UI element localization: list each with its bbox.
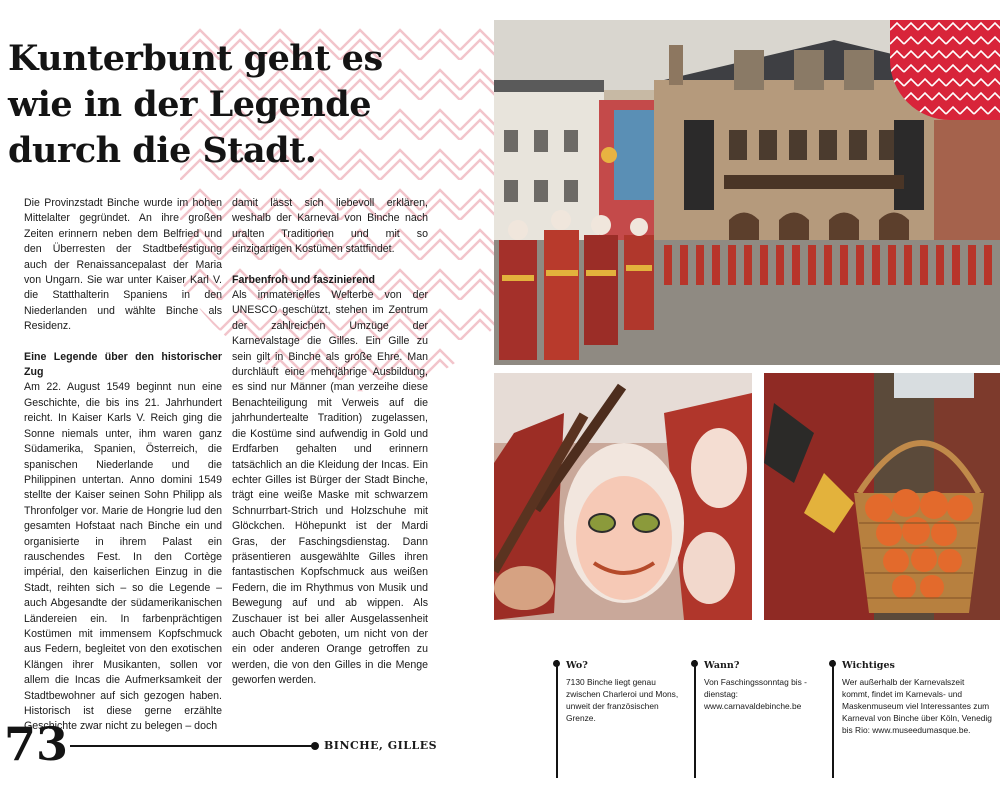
info-rule [832, 660, 834, 778]
page-number: 73 [4, 717, 69, 771]
continued-paragraph: damit lässt sich liebevoll erklären, weshalb der Karneval von Binche nach uralten Traditionen und mit so einzigartigen Kostümen stattfindet. [232, 197, 428, 256]
info-rule [556, 660, 558, 778]
body-paragraph: Am 22. August 1549 beginnt nun eine Geschichte, die bis ins 21. Jahrhundert reicht. In Kaiser Karls V. Reich ging die Sonne niemals unter, ihm waren ganz Südamerika, Spanien, Österreich, die spanischen Niederlande und die Philippinen untertan. Anno domini 1549 stellte der Kaiser seinen Sohn Philipp als Thronfolger vor. Marie de Hongrie lud den gesamten Hofstaat nach Binche ein und organisierte in ihrem Palast ein rauschendes Fest. In den Cortège impérial, den kaiserlichen Einzug in die Stadt, reihten sich – so die Legende – auch Abgesandte der südamerikanischen Ländereien ein. In farbenprächtigen Kostümen mit immensem Kopfschmuck aus Federn, begleitet von den exotischen Klängen ihrer Musikanten, sollen vor allem die Incas die Aufmerksamkeit der Stadtbewohner auf sich gezogen haben. Historisch ist diese gerne erzählte Geschichte zwar nicht zu belegen – doch [24, 381, 222, 733]
article-column-2 [232, 196, 428, 704]
info-text: 7130 Binche liegt genau zwischen Charleroi und Mons, unweit der französischen Grenze. [566, 677, 679, 723]
info-box-where [556, 660, 686, 724]
info-dot [691, 660, 698, 667]
badge-pattern-decoration [890, 20, 1000, 120]
footer-section-label: BINCHE, GILLES [324, 739, 438, 752]
intro-paragraph: Die Provinzstadt Binche wurde im hohen Mittelalter gegründet. An ihre großen Zeiten erinnern neben dem Belfried und den Überresten der Stadtbefestigung auch der Renaissancepalast der Maria von Ungarn. Sie war unter Kaiser Karl V. die Statthalterin Spaniens in den Niederlanden und wählte Binche als Residenz. [24, 197, 222, 333]
gille-mask-photo [494, 373, 752, 620]
info-box-when [694, 660, 824, 712]
headline-line: wie in der Legende [8, 84, 371, 125]
headline [8, 36, 428, 174]
article-column-1 [24, 196, 222, 750]
section-heading: Eine Legende über den historischer Zug [24, 350, 222, 379]
section-heading: Farbenfroh und faszinierend [232, 273, 376, 286]
info-box-important [832, 660, 992, 736]
headline-line: Kunterbunt geht es [8, 38, 383, 79]
info-title: Wichtiges [842, 660, 895, 671]
info-text: Wer außerhalb der Karnevalszeit kommt, findet im Karnevals- und Maskenmuseum viel Interessantes zum Karneval von Binche über Köln, Venedig bis Rio: www.museedumasque.be. [842, 677, 992, 735]
info-text: Von Faschingssonntag bis -dienstag: www.carnavaldebinche.be [704, 677, 807, 711]
info-title: Wo? [566, 660, 588, 671]
info-title: Wann? [704, 660, 740, 671]
footer-dot [311, 742, 319, 750]
info-rule [694, 660, 696, 778]
info-dot [553, 660, 560, 667]
headline-line: durch die Stadt. [8, 130, 317, 171]
orange-basket-photo [764, 373, 1000, 620]
footer-rule [70, 745, 314, 747]
info-dot [829, 660, 836, 667]
body-paragraph: Als immaterielles Welterbe von der UNESCO geschützt, stehen im Zentrum der zahlreichen Umzüge der Karnevalstage die Gilles. Ein Gille zu sein gilt in Binche als große Ehre. Man durchläuft eine mehrjährige Ausbildung, es sind nur Männer (man verzeihe diese Benachteiligung mit Verweis auf die jahrhundertealte Tradition) zugelassen, die Kostüme sind aufwendig in Gold und Erdfarben gehalten und erinnern tatsächlich an die Kleidung der Incas. Ein echter Gilles ist Bürger der Stadt Binche, trägt eine weiße Maske mit schwarzem Schnurrbart-Strich und Holzschuhe mit Glöckchen. Höhepunkt ist der Mardi Gras, der Faschingsdienstag. Dann präsentieren ausgewählte Gilles ihren fantastischen Kopfschmuck aus weißen Federn, die im Rhythmus von Musik und Bewegung auf und ab wippen. Als Zuschauer ist bei aller Ausgelassenheit auch Obacht geboten, um nicht von der ein oder anderen Orange getroffen zu werden, die von den Gilles in die Menge geworfen werden. [232, 289, 428, 687]
